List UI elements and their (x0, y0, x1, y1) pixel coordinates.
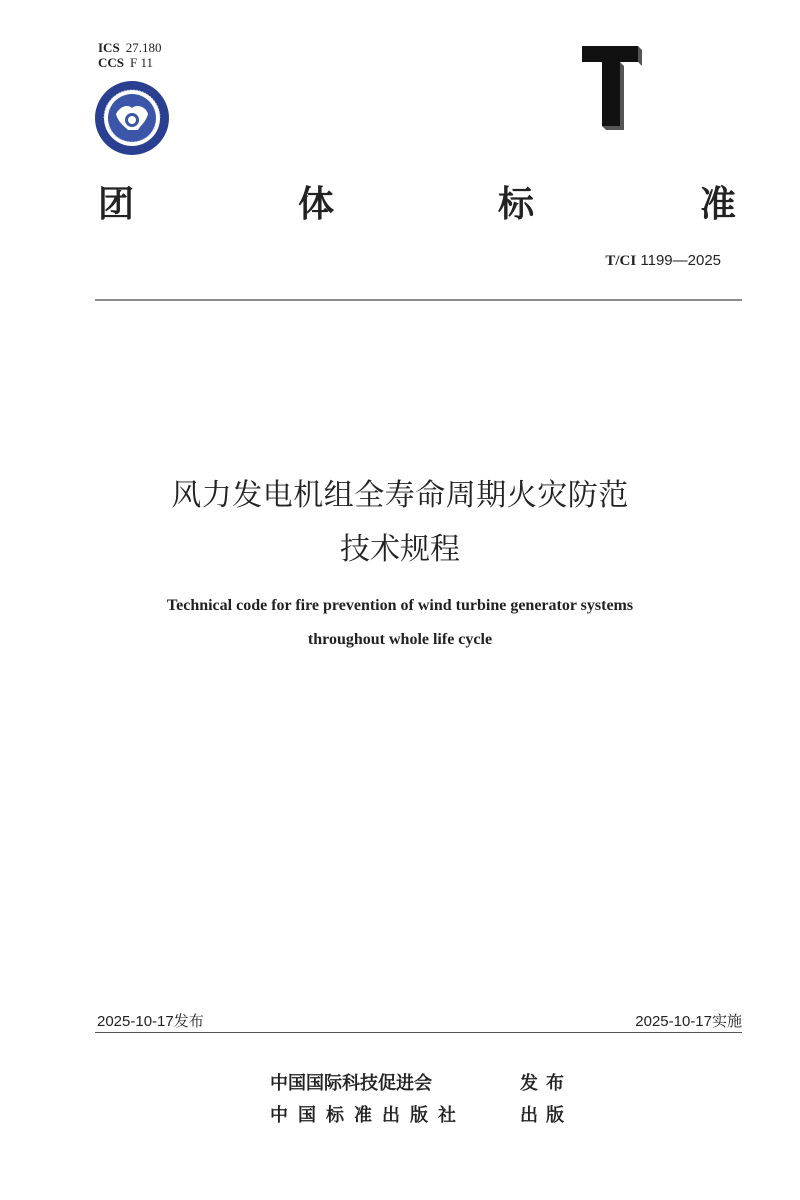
standard-number (605, 252, 721, 270)
title-en-line1: Technical code for fire prevention of wind turbine generator systems (166, 597, 634, 614)
title-zh-line1: 风力发电机组全寿命周期火灾防范 (171, 478, 629, 513)
standard-kind-char: 体 (298, 184, 335, 225)
footer-divider (95, 1032, 742, 1033)
classification-codes (98, 40, 161, 70)
standard-kind-char: 团 (98, 184, 135, 225)
standard-number-value: 1199—2025 (640, 252, 721, 269)
ics-value: 27.180 (125, 40, 162, 55)
organization-seal-logo-icon (94, 80, 170, 156)
category-letter-t-icon (580, 44, 642, 130)
ics-label: ICS (98, 40, 120, 55)
standard-number-prefix: T/CI (605, 253, 637, 269)
publisher-names (270, 1068, 466, 1132)
ccs-value: F 11 (130, 55, 154, 70)
issue-date: 2025-10-17发布 (97, 1013, 204, 1030)
title-en-line2: throughout whole life cycle (307, 631, 493, 648)
ccs-code (98, 55, 161, 70)
press-name: 中国标准出版社 (270, 1105, 466, 1126)
ccs-label: CCS (98, 55, 125, 70)
standard-kind-heading (98, 176, 743, 226)
header-divider (95, 299, 742, 301)
standard-kind-char: 标 (498, 184, 535, 225)
publisher-actions (520, 1068, 572, 1132)
press-action: 出版 (520, 1105, 572, 1126)
ics-code (98, 40, 161, 55)
implementation-date: 2025-10-17实施 (635, 1013, 742, 1030)
issuer-name: 中国国际科技促进会 (270, 1073, 432, 1094)
title-zh-line2: 技术规程 (340, 532, 460, 567)
standard-kind-char: 准 (700, 184, 737, 225)
issuer-action: 发布 (520, 1073, 572, 1094)
